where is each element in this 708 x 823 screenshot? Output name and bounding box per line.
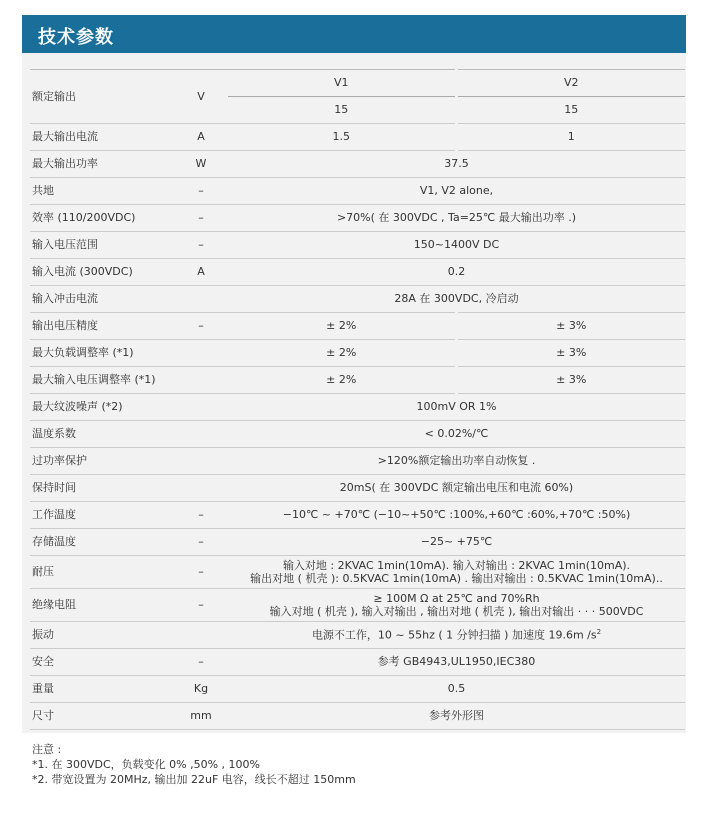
row-value-v1: ± 2% <box>228 340 456 367</box>
value-line-2: 输入对地 ( 机壳 ), 输入对输出 , 输出对地 ( 机壳 ), 输出对输出 · · · 500VDC <box>269 605 644 618</box>
row-unit: W <box>174 151 228 178</box>
row-label: 效率 (110/200VDC) <box>30 205 174 232</box>
notes <box>32 742 356 787</box>
table-row <box>30 589 685 622</box>
row-value: 0.2 <box>228 259 685 286</box>
row-label: 温度系数 <box>30 421 174 448</box>
table-row <box>30 340 685 367</box>
row-label: 绝缘电阻 <box>30 589 174 622</box>
table-row <box>30 529 685 556</box>
row-unit: – <box>174 205 228 232</box>
row-value-v2: 15 <box>456 97 685 124</box>
row-value-v1: 15 <box>228 97 456 124</box>
row-unit <box>174 421 228 448</box>
row-unit: – <box>174 313 228 340</box>
value-line-2: 输出对地 ( 机壳 ): 0.5KVAC 1min(10mA) . 输出对输出 : 0.5KVAC 1min(10mA).. <box>250 572 663 585</box>
row-value: 150~1400V DC <box>228 232 685 259</box>
row-unit: – <box>174 649 228 676</box>
row-value: < 0.02%/℃ <box>228 421 685 448</box>
row-label: 输入冲击电流 <box>30 286 174 313</box>
row-unit <box>174 448 228 475</box>
row-unit: – <box>174 178 228 205</box>
spec-table <box>30 69 685 730</box>
row-value: V1, V2 alone, <box>228 178 685 205</box>
table-row <box>30 475 685 502</box>
table-row <box>30 205 685 232</box>
row-label: 安全 <box>30 649 174 676</box>
row-value-v2: ± 3% <box>456 313 685 340</box>
row-value-v1: ± 2% <box>228 367 456 394</box>
row-label: 最大负载调整率 (*1) <box>30 340 174 367</box>
row-unit: – <box>174 529 228 556</box>
superscript: 2 <box>596 628 602 637</box>
column-header-v1: V1 <box>228 70 456 97</box>
row-label: 振动 <box>30 622 174 649</box>
row-label: 最大输入电压调整率 (*1) <box>30 367 174 394</box>
section-header <box>22 15 686 53</box>
row-unit <box>174 286 228 313</box>
section-title: 技术参数 <box>38 27 114 48</box>
table-row <box>30 703 685 730</box>
note-1: *1. 在 300VDC，负载变化 0% ,50% , 100% <box>32 758 260 771</box>
row-unit: V <box>174 70 228 124</box>
table-row <box>30 394 685 421</box>
table-row <box>30 556 685 589</box>
row-value: >70%( 在 300VDC , Ta=25℃ 最大输出功率 .) <box>228 205 685 232</box>
row-unit: – <box>174 232 228 259</box>
row-label: 保持时间 <box>30 475 174 502</box>
row-unit: – <box>174 589 228 622</box>
table-row <box>30 259 685 286</box>
row-unit <box>174 622 228 649</box>
row-label: 工作温度 <box>30 502 174 529</box>
row-value <box>228 589 685 622</box>
row-value: 28A 在 300VDC, 冷启动 <box>228 286 685 313</box>
table-row <box>30 232 685 259</box>
row-value <box>228 622 685 649</box>
row-unit <box>174 394 228 421</box>
table-row <box>30 676 685 703</box>
row-label: 共地 <box>30 178 174 205</box>
notes-title: 注意 : <box>32 743 62 756</box>
row-label: 最大输出电流 <box>30 124 174 151</box>
row-unit: – <box>174 502 228 529</box>
table-row <box>30 622 685 649</box>
row-unit: Kg <box>174 676 228 703</box>
row-label: 存储温度 <box>30 529 174 556</box>
table-row <box>30 178 685 205</box>
row-label: 最大纹波噪声 (*2) <box>30 394 174 421</box>
value-line-1: ≥ 100M Ω at 25℃ and 70%Rh <box>373 591 540 605</box>
row-value: −25~ +75℃ <box>228 529 685 556</box>
table-row <box>30 421 685 448</box>
row-value <box>228 556 685 589</box>
row-value-v2: 1 <box>456 124 685 151</box>
note-2: *2. 带宽设置为 20MHz, 输出加 22uF 电容，线长不超过 150mm <box>32 773 356 786</box>
column-header-v2: V2 <box>456 70 685 97</box>
row-unit: A <box>174 124 228 151</box>
row-label: 输入电流 (300VDC) <box>30 259 174 286</box>
row-value: 20mS( 在 300VDC 额定输出电压和电流 60%) <box>228 475 685 502</box>
table-row <box>30 448 685 475</box>
table-row <box>30 502 685 529</box>
row-unit <box>174 340 228 367</box>
row-value-v1: 1.5 <box>228 124 456 151</box>
table-row <box>30 70 685 97</box>
row-value: 0.5 <box>228 676 685 703</box>
row-label: 耐压 <box>30 556 174 589</box>
row-unit: – <box>174 556 228 589</box>
value-line-1: 输入对地 : 2KVAC 1min(10mA). 输入对输出 : 2KVAC 1min(10mA). <box>282 558 631 572</box>
row-value: >120%额定输出功率自动恢复 . <box>228 448 685 475</box>
row-label: 输入电压范围 <box>30 232 174 259</box>
table-row <box>30 151 685 178</box>
row-value-v2: ± 3% <box>456 340 685 367</box>
row-value-v1: ± 2% <box>228 313 456 340</box>
row-unit <box>174 475 228 502</box>
row-unit: A <box>174 259 228 286</box>
table-row <box>30 313 685 340</box>
row-label: 尺寸 <box>30 703 174 730</box>
row-label: 过功率保护 <box>30 448 174 475</box>
table-row <box>30 124 685 151</box>
row-unit <box>174 367 228 394</box>
row-unit: mm <box>174 703 228 730</box>
table-row <box>30 286 685 313</box>
row-value: 37.5 <box>228 151 685 178</box>
row-label: 重量 <box>30 676 174 703</box>
row-value: 参考外形图 <box>228 703 685 730</box>
table-row <box>30 649 685 676</box>
row-label: 额定输出 <box>30 70 174 124</box>
row-value-v2: ± 3% <box>456 367 685 394</box>
row-value: 100mV OR 1% <box>228 394 685 421</box>
row-label: 输出电压精度 <box>30 313 174 340</box>
table-row <box>30 367 685 394</box>
row-value: −10℃ ~ +70℃ (−10~+50℃ :100%,+60℃ :60%,+70℃ :50%) <box>228 502 685 529</box>
row-label: 最大输出功率 <box>30 151 174 178</box>
row-value: 参考 GB4943,UL1950,IEC380 <box>228 649 685 676</box>
vibration-text: 电源不工作，10 ~ 55hz ( 1 分钟扫描 ) 加速度 19.6m /s <box>311 628 597 642</box>
